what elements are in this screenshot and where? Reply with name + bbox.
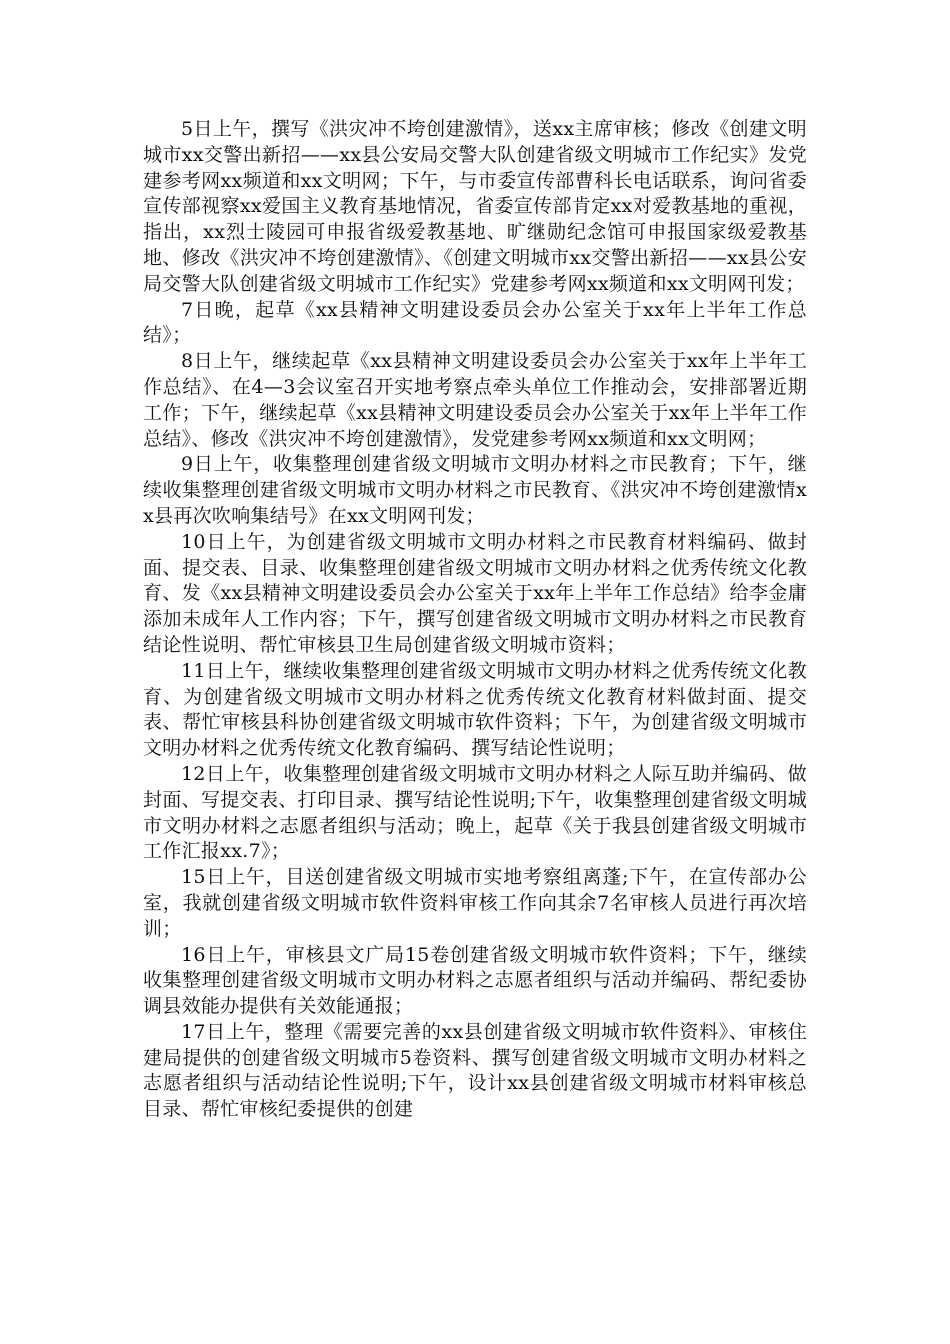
paragraph-day-7: 7日晚，起草《xx县精神文明建设委员会办公室关于xx年上半年工作总结》； <box>143 298 807 347</box>
paragraph-day-9: 9日上午，收集整理创建省级文明城市文明办材料之市民教育；下午，继续收集整理创建省级文明城市文明办材料之市民教育、《洪灾冲不垮创建激情xx县再次吹响集结号》在xx文明网刊发； <box>143 453 807 527</box>
paragraph-day-16: 16日上午，审核县文广局15卷创建省级文明城市软件资料；下午，继续收集整理创建省级文明城市文明办材料之志愿者组织与活动并编码、帮纪委协调县效能办提供有关效能通报； <box>143 943 807 1018</box>
paragraph-day-12: 12日上午，收集整理创建省级文明城市文明办材料之人际互助并编码、做封面、写提交表、打印目录、撰写结论性说明;下午，收集整理创建省级文明城市文明办材料之志愿者组织与活动；晚上，起草《关于我县创建省级文明城市工作汇报xx.7》； <box>143 762 807 863</box>
paragraph-day-17: 17日上午，整理《需要完善的xx县创建省级文明城市软件资料》、审核住建局提供的创建省级文明城市5卷资料、撰写创建省级文明城市文明办材料之志愿者组织与活动结论性说明;下午，设计xx县创建省级文明城市材料审核总目录、帮忙审核纪委提供的创建 <box>143 1020 807 1121</box>
paragraph-day-10: 10日上午，为创建省级文明城市文明办材料之市民教育材料编码、做封面、提交表、目录、收集整理创建省级文明城市文明办材料之优秀传统文化教育、发《xx县精神文明建设委员会办公室关于xx年上半年工作总结》给李金庸添加未成年人工作内容；下午，撰写创建省级文明城市文明办材料之市民教育结论性说明、帮忙审核县卫生局创建省级文明城市资料； <box>143 530 807 656</box>
paragraph-day-15: 15日上午，目送创建省级文明城市实地考察组离蓬;下午，在宣传部办公室，我就创建省级文明城市软件资料审核工作向其余7名审核人员进行再次培训； <box>143 866 807 940</box>
paragraph-day-11: 11日上午，继续收集整理创建省级文明城市文明办材料之优秀传统文化教育、为创建省级文明城市文明办材料之优秀传统文化教育材料做封面、提交表、帮忙审核县科协创建省级文明城市软件资料；下午，为创建省级文明城市文明办材料之优秀传统文化教育编码、撰写结论性说明； <box>143 659 807 760</box>
paragraph-day-8: 8日上午，继续起草《xx县精神文明建设委员会办公室关于xx年上半年工作总结》、在4—3会议室召开实地考察点牵头单位工作推动会，安排部署近期工作；下午，继续起草《xx县精神文明建设委员会办公室关于xx年上半年工作总结》、修改《洪灾冲不垮创建激情》，发党建参考网xx频道和xx文明网； <box>143 350 807 450</box>
paragraph-day-5: 5日上午，撰写《洪灾冲不垮创建激情》，送xx主席审核；修改《创建文明城市xx交警出新招——xx县公安局交警大队创建省级文明城市工作纪实》发党建参考网xx频道和xx文明网；下午，与市委宣传部曹科长电话联系，询问省委宣传部视察xx爱国主义教育基地情况，省委宣传部肯定xx对爱教基地的重视，指出，xx烈士陵园可申报省级爱教基地、旷继勋纪念馆可申报国家级爱教基地、修改《洪灾冲不垮创建激情》、《创建文明城市xx交警出新招——xx县公安局交警大队创建省级文明城市工作纪实》党建参考网xx频道和xx文明网刊发； <box>143 118 807 295</box>
document-body <box>143 117 807 1123</box>
